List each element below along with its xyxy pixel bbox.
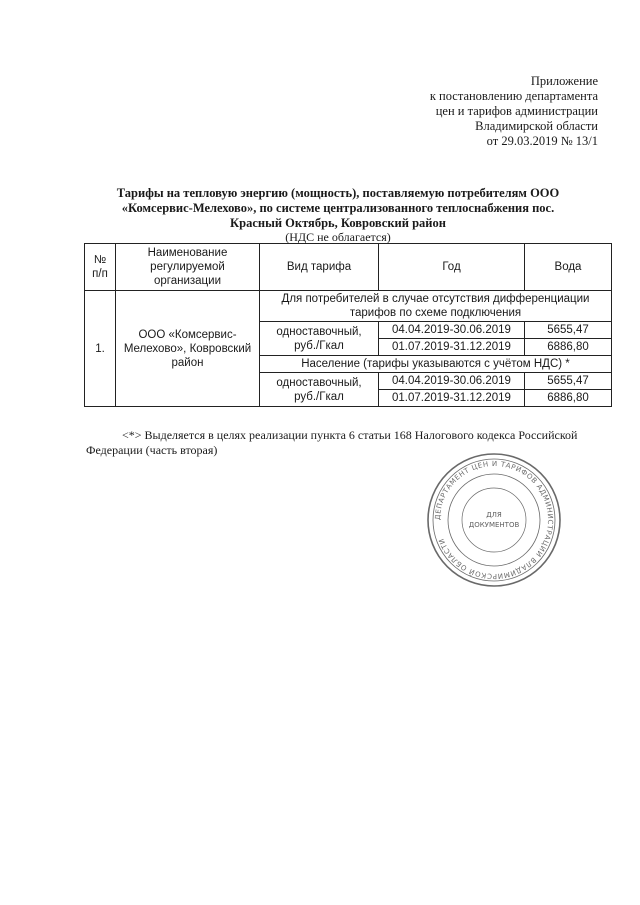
appendix-line: Приложение (530, 74, 598, 88)
tariff-type: одноставочный, руб./Гкал (260, 373, 379, 407)
appendix-line: Владимирской области (475, 119, 598, 133)
header-num: № п/п (85, 244, 116, 291)
stamp-center-line2: ДОКУМЕНТОВ (468, 521, 520, 529)
period-cell: 04.04.2019-30.06.2019 (379, 373, 525, 390)
section-title: Население (тарифы указываются с учётом НДС) * (260, 356, 612, 373)
water-value: 5655,47 (525, 322, 612, 339)
water-value: 6886,80 (525, 390, 612, 407)
header-type: Вид тарифа (260, 244, 379, 291)
appendix-line: к постановлению департамента (429, 89, 598, 103)
appendix-header (430, 74, 598, 149)
appendix-line: цен и тарифов администрации (435, 104, 598, 118)
appendix-date-line: от 29.03.2019 № 13/1 (486, 134, 598, 148)
section-title: Для потребителей в случае отсутствия дифференциации тарифов по схеме подключения (260, 291, 612, 322)
period-cell: 04.04.2019-30.06.2019 (379, 322, 525, 339)
header-water: Вода (525, 244, 612, 291)
period-cell: 01.07.2019-31.12.2019 (379, 339, 525, 356)
header-year: Год (379, 244, 525, 291)
table-row (85, 291, 612, 322)
vat-note: (НДС не облагается) (285, 230, 391, 244)
tariff-table (84, 243, 612, 407)
water-value: 5655,47 (525, 373, 612, 390)
table-header-row (85, 244, 612, 291)
document-title: Тарифы на тепловую энергию (мощность), поставляемую потребителям ООО «Комсервис-Мелехово», по системе централизованного теплоснабжения пос. Красный Октябрь, Ковровский район (116, 186, 560, 230)
tariff-type: одноставочный, руб./Гкал (260, 322, 379, 356)
row-number: 1. (85, 291, 116, 407)
official-stamp (424, 450, 564, 590)
stamp-ring-text: ДЕПАРТАМЕНТ ЦЕН И ТАРИФОВ АДМИНИСТРАЦИИ ВЛАДИМИРСКОЙ ОБЛАСТИ (433, 459, 555, 581)
org-name: ООО «Комсервис-Мелехово», Ковровский район (116, 291, 260, 407)
period-cell: 01.07.2019-31.12.2019 (379, 390, 525, 407)
footnote: <*> Выделяется в целях реализации пункта 6 статьи 168 Налогового кодекса Российской Федерации (часть вторая) (86, 428, 578, 457)
header-org: Наименование регулируемой организации (116, 244, 260, 291)
water-value: 6886,80 (525, 339, 612, 356)
svg-text:ДЕПАРТАМЕНТ ЦЕН И ТАРИФОВ АДМИ (434, 460, 554, 580)
stamp-center-line1: ДЛЯ (486, 511, 502, 519)
